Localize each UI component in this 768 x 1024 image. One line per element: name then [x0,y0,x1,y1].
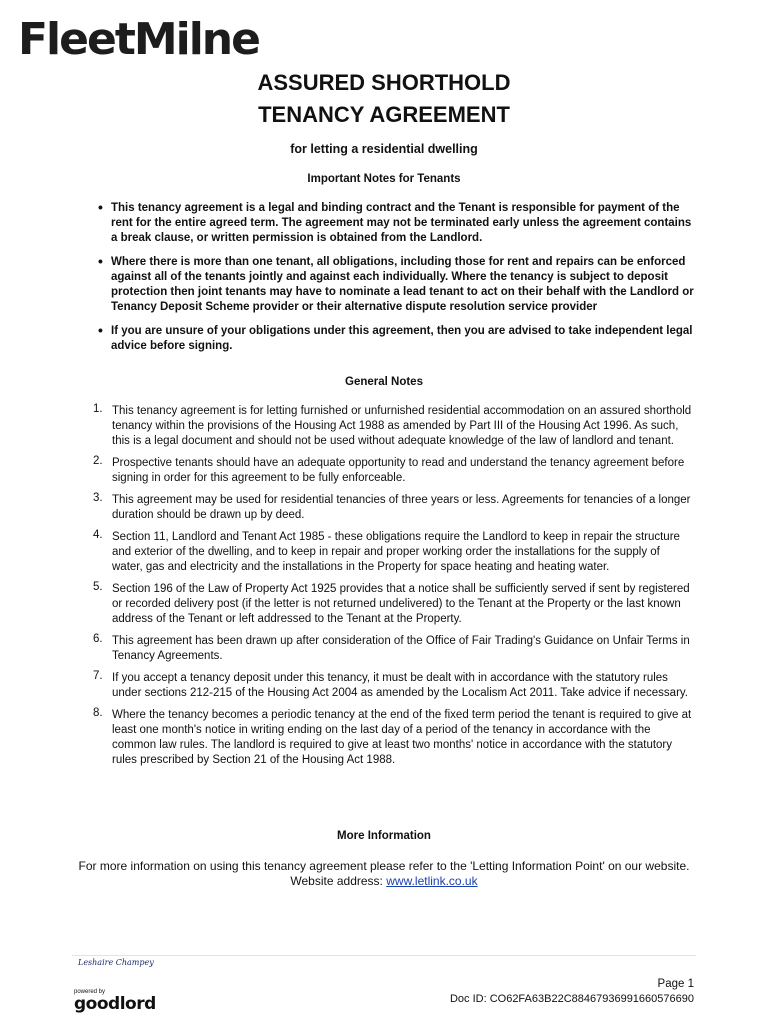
bullet-text: This tenancy agreement is a legal and binding contract and the Tenant is responsible for payment of the rent for the entire agreed term. The agreement may not be terminated early unless the agreement contains a break clause, or written permission is obtained from the Landlord. [111,202,692,244]
bullet-text: If you are unsure of your obligations under this agreement, then you are advised to take independent legal advice before signing. [111,325,693,352]
general-notes-heading: General Notes [345,376,423,388]
list-item [93,404,693,449]
item-text: If you accept a tenancy deposit under this tenancy, it must be dealt with in accordance with the statutory rules under sections 212-215 of the Housing Act 2004 as amended by the Localism Act 2011. Take advice if necessary. [112,672,688,699]
important-notes-heading: Important Notes for Tenants [307,173,461,185]
item-number: 2. [93,455,103,467]
list-item [98,201,698,246]
item-text: Section 196 of the Law of Property Act 1925 provides that a notice shall be sufficiently served if sent by registered or recorded delivery post (if the letter is not returned undelivered) to the Tenant at the Property or the last known address of the Tenant or left addressed to the Tenant at the Property. [112,583,690,625]
list-item [98,255,698,315]
item-text: This agreement may be used for residential tenancies of three years or less. Agreements for tenancies of a longer duration should be drawn up by deed. [112,494,691,521]
doc-id: Doc ID: CO62FA63B22C88467936991660576690 [449,993,694,1005]
provider-name: goodlord [74,994,156,1014]
title-line-1: ASSURED SHORTHOLD [257,70,511,95]
item-number: 6. [93,633,103,645]
list-item [98,324,698,354]
list-item [93,708,693,768]
more-information-body: For more information on using this tenancy agreement please refer to the 'Letting Information Point' on our website. [78,859,690,873]
website-link[interactable]: www.letlink.co.uk [386,874,478,888]
item-text: Where the tenancy becomes a periodic tenancy at the end of the fixed term period the tenant is required to give at least one month's notice in writing ending on the last day of a period of the tenancy in accordance with the common law rules. The landlord is required to give at least two months' notice in accordance with the statutory rules prescribed by Section 21 of the Housing Act 1988. [112,709,692,766]
list-item [93,493,693,523]
item-text: Prospective tenants should have an adequate opportunity to read and understand the tenancy agreement before signing in order for this agreement to be fully enforceable. [112,457,685,484]
bullet-text: Where there is more than one tenant, all obligations, including those for rent and repairs can be enforced against all of the tenants jointly and against each individually. Where the tenancy is subject to deposit protection then joint tenants may have to nominate a lead tenant to act on their behalf with the Landlord or Tenancy Deposit Scheme provider or their alternative dispute resolution service provider [111,256,694,313]
general-notes-list [93,404,693,775]
item-number: 3. [93,492,103,504]
item-text: This agreement has been drawn up after consideration of the Office of Fair Trading's Guidance on Unfair Terms in Tenancy Agreements. [112,635,690,662]
list-item [93,634,693,664]
signature: Leshaire Champey [78,958,154,967]
bullet-icon: • [98,253,103,269]
title-line-2: TENANCY AGREEMENT [258,102,510,127]
document-subtitle: for letting a residential dwelling [290,142,478,156]
list-item [93,671,693,701]
important-notes-list [98,201,698,363]
item-text: This tenancy agreement is for letting furnished or unfurnished residential accommodation on an assured shorthold tenancy within the provisions of the Housing Act 1988 as amended by Part III of the Housing Act 1996. As such, this is a legal document and should not be used without adequate knowledge of the law of landlord and tenant. [112,405,692,447]
item-number: 7. [93,670,103,682]
page-number: Page 1 [657,978,694,990]
list-item [93,456,693,486]
item-number: 5. [93,581,103,593]
item-number: 4. [93,529,103,541]
list-item [93,530,693,575]
footer-divider [72,955,696,956]
more-information-heading: More Information [337,830,431,842]
fleetmilne-logo: FleetMilne [18,14,259,65]
website-label: Website address: [290,874,383,888]
item-text: Section 11, Landlord and Tenant Act 1985 - these obligations require the Landlord to keep in repair the structure and exterior of the dwelling, and to keep in repair and proper working order the installations for the supply of water, gas and electricity and the installations in the Property for space heating and heating water. [112,531,680,573]
website-line [0,874,768,889]
more-information-text [0,859,768,889]
bullet-icon: • [98,322,103,338]
bullet-icon: • [98,199,103,215]
document-title [0,67,768,131]
item-number: 1. [93,403,103,415]
powered-by-label: powered by [74,989,106,995]
item-number: 8. [93,707,103,719]
list-item [93,582,693,627]
goodlord-logo [74,989,156,1013]
